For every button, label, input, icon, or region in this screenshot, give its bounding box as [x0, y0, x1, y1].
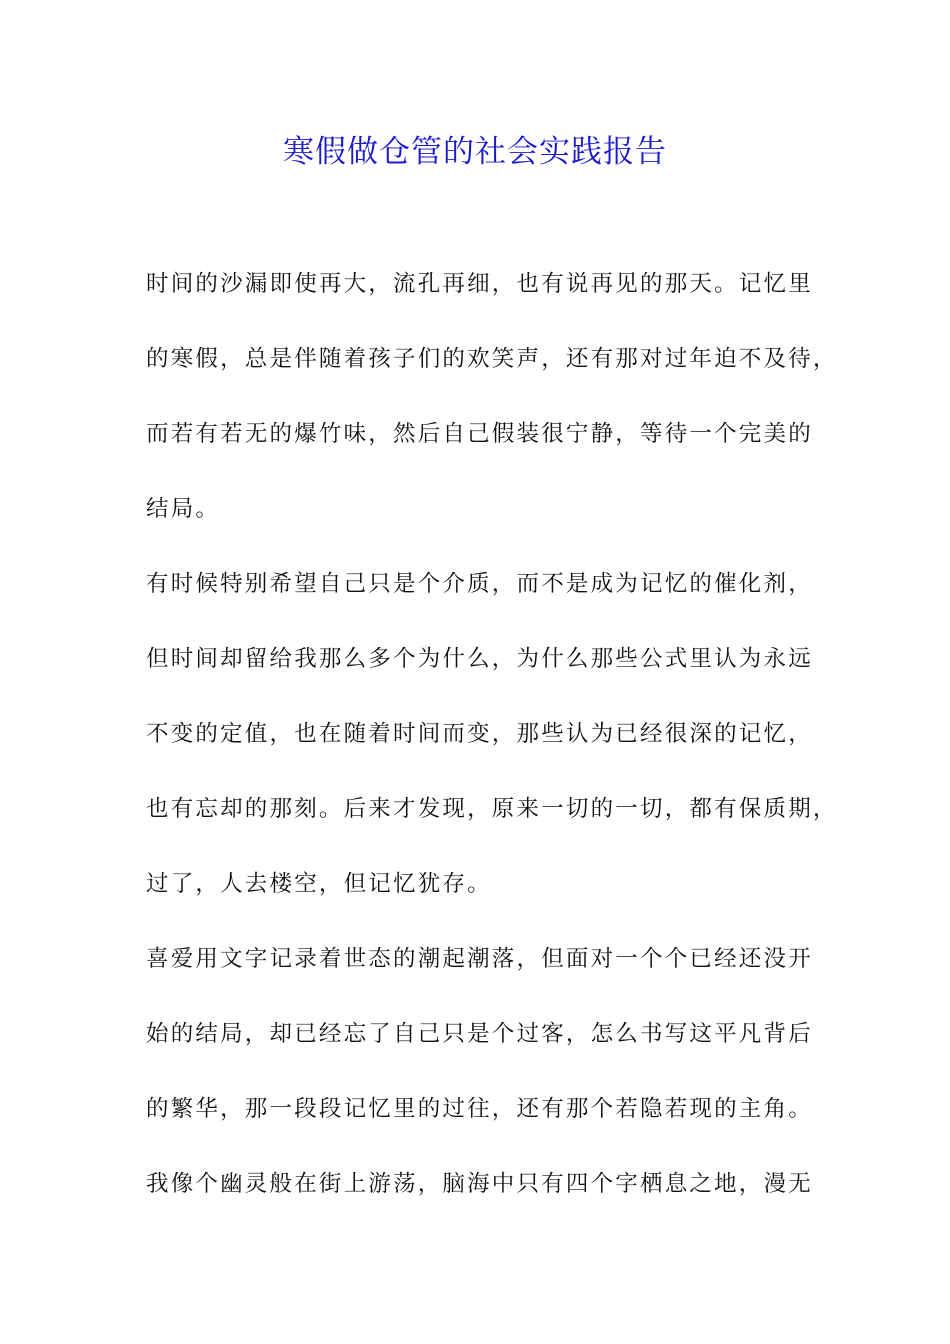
body-line-4: 结局。 — [146, 496, 221, 522]
body-line-12: 的繁华，那一段段记忆里的过往，还有那个若隐若现的主角。 — [146, 1096, 813, 1122]
body-line-8: 也有忘却的那刻。后来才发现，原来一切的一切，都有保质期， — [146, 796, 838, 822]
body-line-1: 时间的沙漏即使再大，流孔再细，也有说再见的那天。记忆里 — [146, 271, 813, 297]
body-line-11: 始的结局，却已经忘了自己只是个过客，怎么书写这平凡背后 — [146, 1021, 813, 1047]
body-line-5: 有时候特别希望自己只是个介质，而不是成为记忆的催化剂， — [146, 571, 813, 597]
document-title: 寒假做仓管的社会实践报告 — [283, 134, 667, 170]
body-line-2: 的寒假，总是伴随着孩子们的欢笑声，还有那对过年迫不及待， — [146, 346, 838, 372]
body-line-13: 我像个幽灵般在街上游荡，脑海中只有四个字栖息之地，漫无 — [146, 1171, 813, 1197]
body-line-7: 不变的定值，也在随着时间而变，那些认为已经很深的记忆， — [146, 721, 813, 747]
body-line-6: 但时间却留给我那么多个为什么，为什么那些公式里认为永远 — [146, 646, 813, 672]
body-line-9: 过了，人去楼空，但记忆犹存。 — [146, 871, 492, 897]
body-line-10: 喜爱用文字记录着世态的潮起潮落，但面对一个个已经还没开 — [146, 946, 813, 972]
body-line-3: 而若有若无的爆竹味，然后自己假装很宁静，等待一个完美的 — [146, 421, 813, 447]
